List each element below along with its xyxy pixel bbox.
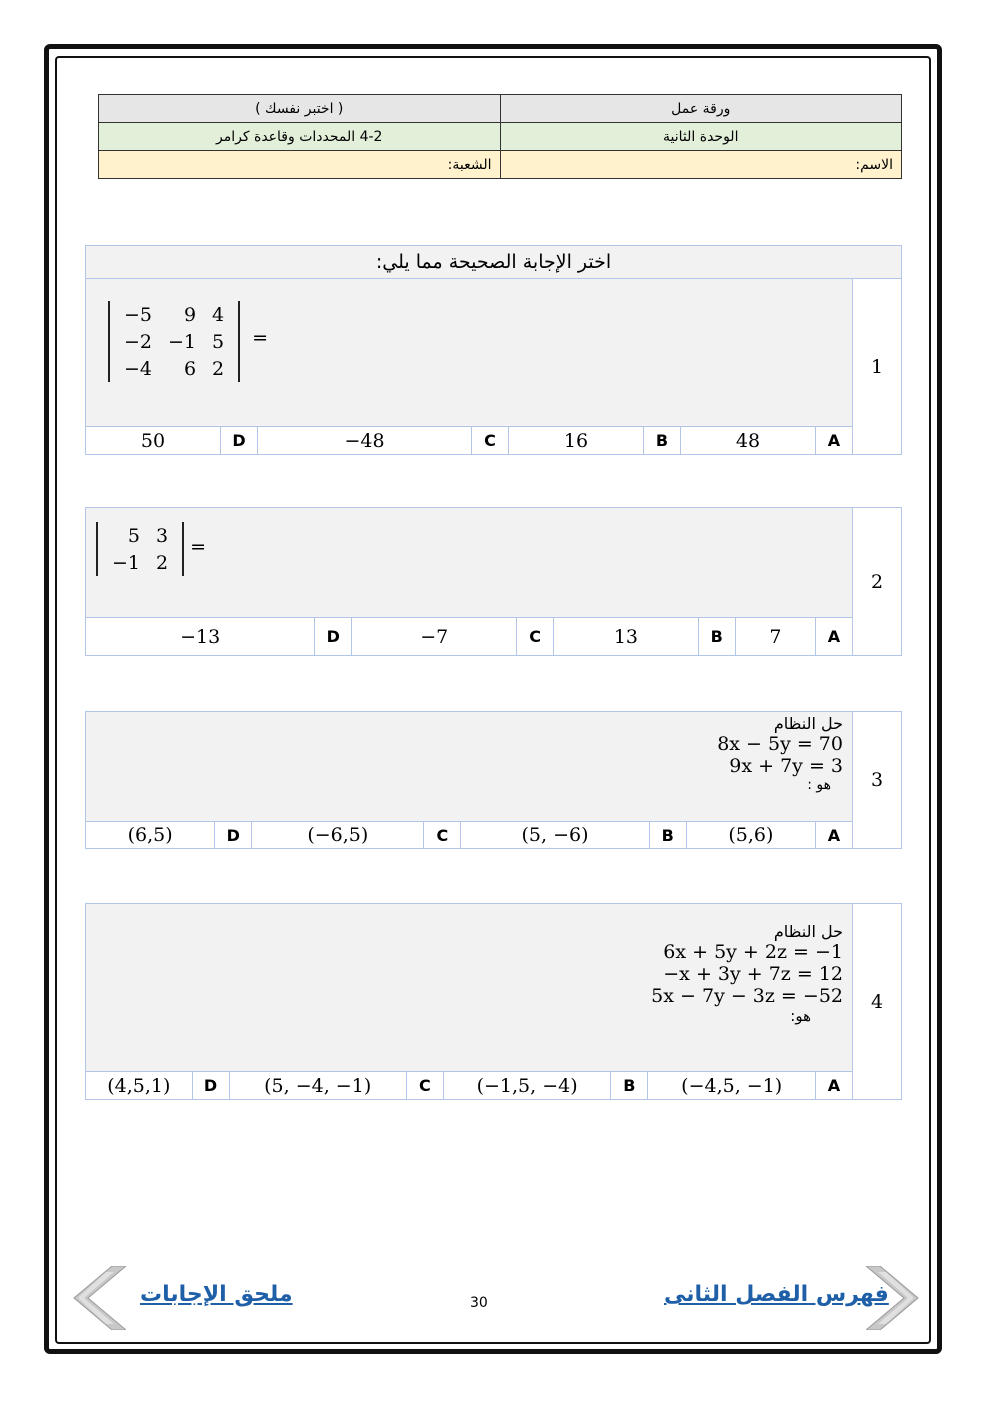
answer-b-value[interactable]: 16 xyxy=(509,427,644,455)
answer-c-value[interactable]: −48 xyxy=(257,427,471,455)
equation-line: 5x − 7y − 3z = −52 xyxy=(651,985,843,1007)
lesson-cell: 4-2 المحددات وقاعدة كرامر xyxy=(99,123,501,151)
question-4-body xyxy=(86,904,853,1072)
header-table xyxy=(98,94,902,179)
question-2 xyxy=(85,507,902,656)
answer-b-label[interactable]: B xyxy=(644,427,681,455)
answer-a-label[interactable]: A xyxy=(816,822,853,849)
chapter-index-link[interactable]: فهرس الفصل الثانى xyxy=(664,1282,889,1307)
test-yourself-cell: ( اختبر نفسك ) xyxy=(99,95,501,123)
question-1 xyxy=(85,245,902,455)
determinant-2x2: 5 3 −1 2 xyxy=(96,522,184,576)
answer-d-value[interactable]: 50 xyxy=(86,427,221,455)
question-number: 1 xyxy=(853,279,902,455)
equals-sign: = xyxy=(190,536,207,558)
question-outro: هو : xyxy=(807,777,831,793)
answer-a-label[interactable]: A xyxy=(816,427,853,455)
answer-a-value[interactable]: 7 xyxy=(735,618,815,656)
answers-appendix-link[interactable]: ملحق الإجابات xyxy=(140,1282,293,1307)
answer-d-label[interactable]: D xyxy=(315,618,352,656)
question-4 xyxy=(85,903,902,1100)
page-number: 30 xyxy=(470,1295,488,1311)
answer-c-value[interactable]: (−6,5) xyxy=(252,822,424,849)
answer-c-label[interactable]: C xyxy=(517,618,554,656)
answer-c-value[interactable]: −7 xyxy=(352,618,517,656)
equation-line: 9x + 7y = 3 xyxy=(729,755,843,777)
answer-d-value[interactable]: (4,5,1) xyxy=(86,1072,193,1100)
chevron-right-icon[interactable] xyxy=(866,1266,926,1330)
question-number: 4 xyxy=(853,904,902,1100)
determinant-3x3: −5 9 4 −2 −1 5 −4 6 2 xyxy=(108,301,240,382)
question-number: 3 xyxy=(853,712,902,849)
equals-sign: = xyxy=(252,327,269,349)
answer-a-value[interactable]: (5,6) xyxy=(686,822,815,849)
answer-b-value[interactable]: (−1,5, −4) xyxy=(443,1072,611,1100)
answer-b-label[interactable]: B xyxy=(649,822,686,849)
answer-b-label[interactable]: B xyxy=(611,1072,648,1100)
chevron-left-icon[interactable] xyxy=(66,1266,126,1330)
answer-c-label[interactable]: C xyxy=(424,822,461,849)
answer-a-label[interactable]: A xyxy=(816,618,853,656)
answer-a-label[interactable]: A xyxy=(816,1072,853,1100)
answer-d-label[interactable]: D xyxy=(220,427,257,455)
answer-c-label[interactable]: C xyxy=(406,1072,443,1100)
equation-line: 8x − 5y = 70 xyxy=(717,733,843,755)
answer-a-value[interactable]: 48 xyxy=(681,427,816,455)
worksheet-cell: ورقة عمل xyxy=(500,95,902,123)
question-1-body xyxy=(86,279,853,427)
question-outro: هو: xyxy=(790,1007,811,1025)
section-field[interactable]: الشعبة: xyxy=(99,151,501,179)
name-field[interactable]: الاسم: xyxy=(500,151,902,179)
question-intro: حل النظام xyxy=(773,922,843,941)
answer-d-value[interactable]: (6,5) xyxy=(86,822,215,849)
answer-b-label[interactable]: B xyxy=(698,618,735,656)
question-3-body xyxy=(86,712,853,822)
equation-line: −x + 3y + 7z = 12 xyxy=(663,963,843,985)
equation-line: 6x + 5y + 2z = −1 xyxy=(663,941,843,963)
answer-d-label[interactable]: D xyxy=(192,1072,229,1100)
answer-d-label[interactable]: D xyxy=(215,822,252,849)
answer-d-value[interactable]: −13 xyxy=(86,618,315,656)
question-2-body xyxy=(86,508,853,618)
question-number: 2 xyxy=(853,508,902,656)
answer-c-value[interactable]: (5, −4, −1) xyxy=(229,1072,406,1100)
answer-b-value[interactable]: (5, −6) xyxy=(461,822,649,849)
question-intro: حل النظام xyxy=(773,714,843,733)
answer-c-label[interactable]: C xyxy=(472,427,509,455)
question-3 xyxy=(85,711,902,849)
answer-a-value[interactable]: (−4,5, −1) xyxy=(648,1072,816,1100)
answer-b-value[interactable]: 13 xyxy=(554,618,699,656)
unit-cell: الوحدة الثانية xyxy=(500,123,902,151)
instruction: اختر الإجابة الصحيحة مما يلي: xyxy=(86,246,902,279)
